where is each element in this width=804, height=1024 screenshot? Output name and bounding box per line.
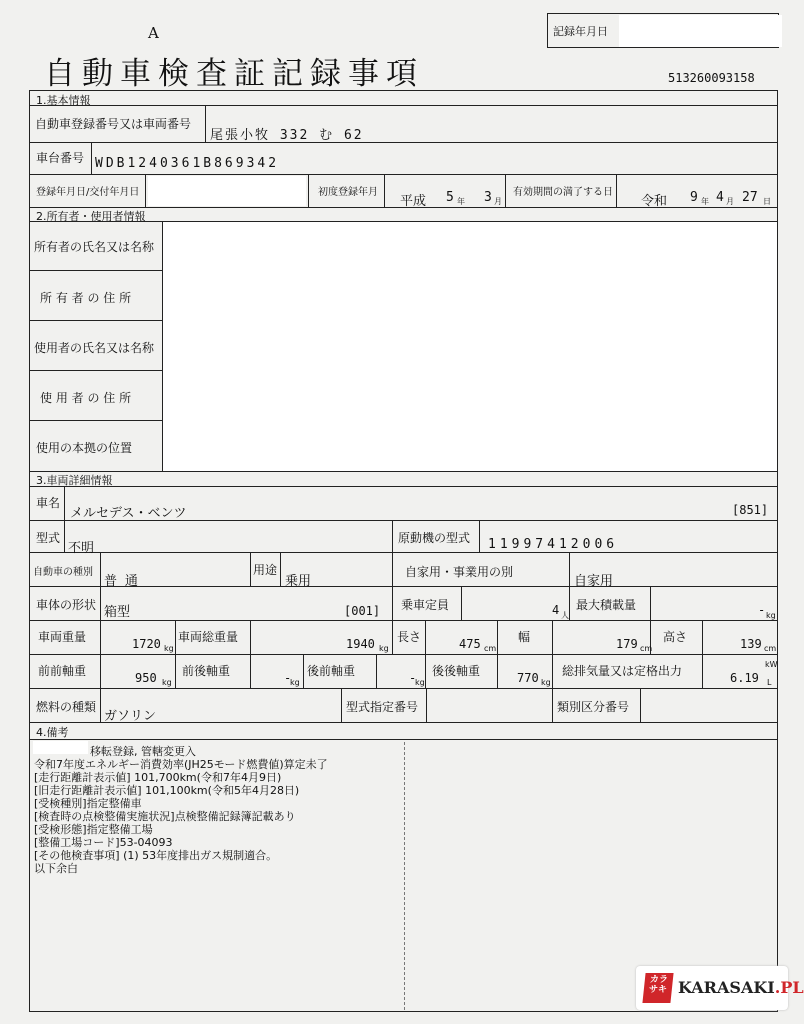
rear-rear-axle-label: 後後軸重	[432, 664, 481, 678]
width-unit: cm	[640, 644, 653, 653]
model-value: 不明	[68, 541, 95, 556]
karasaki-brand-tld: .PL	[774, 978, 804, 997]
body-shape-code: [001]	[344, 604, 381, 618]
user-address-label: 使 用 者 の 住 所	[40, 391, 132, 405]
expiry-year: 9	[690, 190, 698, 205]
remark-line-8: [整備工場コード]53-04093	[34, 836, 173, 849]
front-front-axle-unit: kg	[162, 678, 172, 687]
gross-weight-label: 車両総重量	[178, 630, 239, 644]
expiry-day-unit: 日	[763, 197, 771, 206]
first-reg-era: 平成	[400, 194, 427, 209]
expiry-month-unit: 月	[726, 197, 734, 206]
length-unit: cm	[484, 644, 497, 653]
remark-line-10: 以下余白	[34, 862, 78, 875]
height-label: 高さ	[663, 630, 688, 644]
capacity-value: 4	[552, 603, 560, 617]
engine-value: 11997412006	[488, 537, 619, 552]
height-value: 139	[740, 637, 762, 651]
rear-front-axle-label: 後前軸重	[307, 664, 356, 678]
width-value: 179	[616, 637, 638, 651]
remark-line-2: 令和7年度エネルギー消費効率(JH25モード燃費値)算定未了	[34, 758, 328, 771]
remarks-text	[34, 745, 328, 875]
displacement-value: 6.19	[730, 671, 759, 685]
karasaki-brand-name: KARASAKI	[678, 978, 775, 997]
record-date-label: 記録年月日	[553, 25, 608, 38]
height-unit: cm	[764, 644, 777, 653]
weight-value: 1720	[132, 637, 161, 651]
front-front-axle-value: 950	[135, 671, 157, 685]
gross-weight-unit: kg	[379, 644, 389, 653]
rear-rear-axle-unit: kg	[541, 678, 551, 687]
first-reg-label: 初度登録年月	[318, 187, 378, 198]
karasaki-logo-icon	[642, 973, 673, 1003]
remark-line-5: [受検種別]指定整備車	[34, 797, 142, 810]
body-shape-value: 箱型	[104, 605, 131, 620]
remark-line-1: 移転登録, 管轄変更入	[90, 745, 196, 758]
first-reg-month: 3	[484, 190, 492, 205]
document-title: 自動車検査証記録事項	[44, 56, 424, 92]
weight-unit: kg	[164, 644, 174, 653]
front-rear-axle-unit: kg	[290, 678, 300, 687]
front-rear-axle-value: -	[284, 671, 292, 685]
weight-label: 車両重量	[38, 630, 87, 644]
body-shape-label: 車体の形状	[36, 598, 97, 612]
section1-heading: 1.基本情報	[36, 94, 91, 107]
width-label: 幅	[518, 630, 531, 644]
section2-heading: 2.所有者・使用者情報	[36, 210, 146, 223]
car-name-code: [851]	[732, 503, 769, 517]
rear-front-axle-value: -	[409, 671, 417, 685]
owner-address-label: 所 有 者 の 住 所	[40, 291, 132, 305]
karasaki-brand	[678, 978, 804, 997]
use-label: 用途	[253, 563, 278, 577]
remark-line-7: [受検形態]指定整備工場	[34, 823, 153, 836]
redacted-owner-info	[163, 222, 777, 471]
base-location-label: 使用の本拠の位置	[36, 441, 133, 455]
expiry-year-unit: 年	[701, 197, 709, 206]
remark-line-3: [走行距離計表示値] 101,700km(令和7年4月9日)	[34, 771, 282, 784]
purpose-label: 自家用・事業用の別	[405, 565, 514, 579]
purpose-value: 自家用	[574, 574, 614, 589]
category-number-label: 類別区分番号	[557, 700, 630, 714]
car-name-value: メルセデス・ベンツ	[70, 506, 187, 521]
section4-heading: 4.備考	[36, 726, 69, 739]
max-load-value: -	[758, 603, 766, 617]
capacity-label: 乗車定員	[401, 598, 450, 612]
capacity-unit: 人	[561, 611, 569, 620]
front-front-axle-label: 前前軸重	[38, 664, 87, 678]
max-load-label: 最大積載量	[576, 598, 637, 612]
vehicle-type-label: 自動車の種別	[33, 567, 93, 578]
section3-heading: 3.車両詳細情報	[36, 474, 113, 487]
expiry-month: 4	[716, 190, 724, 205]
redacted-record-date	[619, 15, 782, 47]
karasaki-watermark	[636, 966, 804, 1010]
vin-value: WDB1240361B869342	[95, 156, 280, 171]
document-number: 513260093158	[668, 71, 755, 85]
reg-number-label: 自動車登録番号又は車両番号	[35, 117, 192, 131]
use-value: 乗用	[285, 574, 312, 589]
redacted-reg-date	[148, 176, 306, 206]
gross-weight-value: 1940	[346, 637, 375, 651]
length-value: 475	[459, 637, 481, 651]
remark-line-4: [旧走行距離計表示値] 101,100km(令和5年4月28日)	[34, 784, 300, 797]
expiry-era: 令和	[641, 194, 668, 209]
first-reg-year-unit: 年	[457, 197, 465, 206]
fuel-type-value: ガソリン	[104, 709, 157, 724]
first-reg-year: 5	[446, 190, 454, 205]
header-mark: A	[148, 24, 159, 42]
remark-line-6: [検査時の点検整備実施状況]点検整備記録簿記載あり	[34, 810, 296, 823]
displacement-label: 総排気量又は定格出力	[562, 664, 683, 678]
remark-line-9: [その他検査事項] (1) 53年度排出ガス規制適合。	[34, 849, 278, 862]
fuel-type-label: 燃料の種類	[36, 700, 97, 714]
rear-front-axle-unit: kg	[415, 678, 425, 687]
user-name-label: 使用者の氏名又は名称	[34, 341, 155, 355]
displacement-unit-l: L	[767, 678, 772, 687]
first-reg-month-unit: 月	[494, 197, 502, 206]
engine-label: 原動機の型式	[398, 531, 471, 545]
car-name-label: 車名	[36, 496, 61, 510]
reg-number-value: 尾張小牧 332 む 62	[210, 128, 364, 143]
max-load-unit: kg	[766, 611, 776, 620]
expiry-day: 27	[742, 190, 758, 205]
vehicle-type-value: 普 通	[104, 574, 138, 589]
rear-rear-axle-value: 770	[517, 671, 539, 685]
expiry-label: 有効期間の満了する日	[513, 187, 613, 198]
vin-label: 車台番号	[36, 151, 85, 165]
length-label: 長さ	[397, 630, 422, 644]
reg-date-label: 登録年月日/交付年月日	[36, 187, 140, 198]
front-rear-axle-label: 前後軸重	[182, 664, 231, 678]
model-label: 型式	[36, 531, 61, 545]
model-designation-label: 型式指定番号	[346, 700, 419, 714]
karasaki-logo-text: カラサキ	[648, 975, 669, 995]
owner-name-label: 所有者の氏名又は名称	[34, 240, 155, 254]
displacement-unit-kw: kW	[765, 660, 778, 669]
